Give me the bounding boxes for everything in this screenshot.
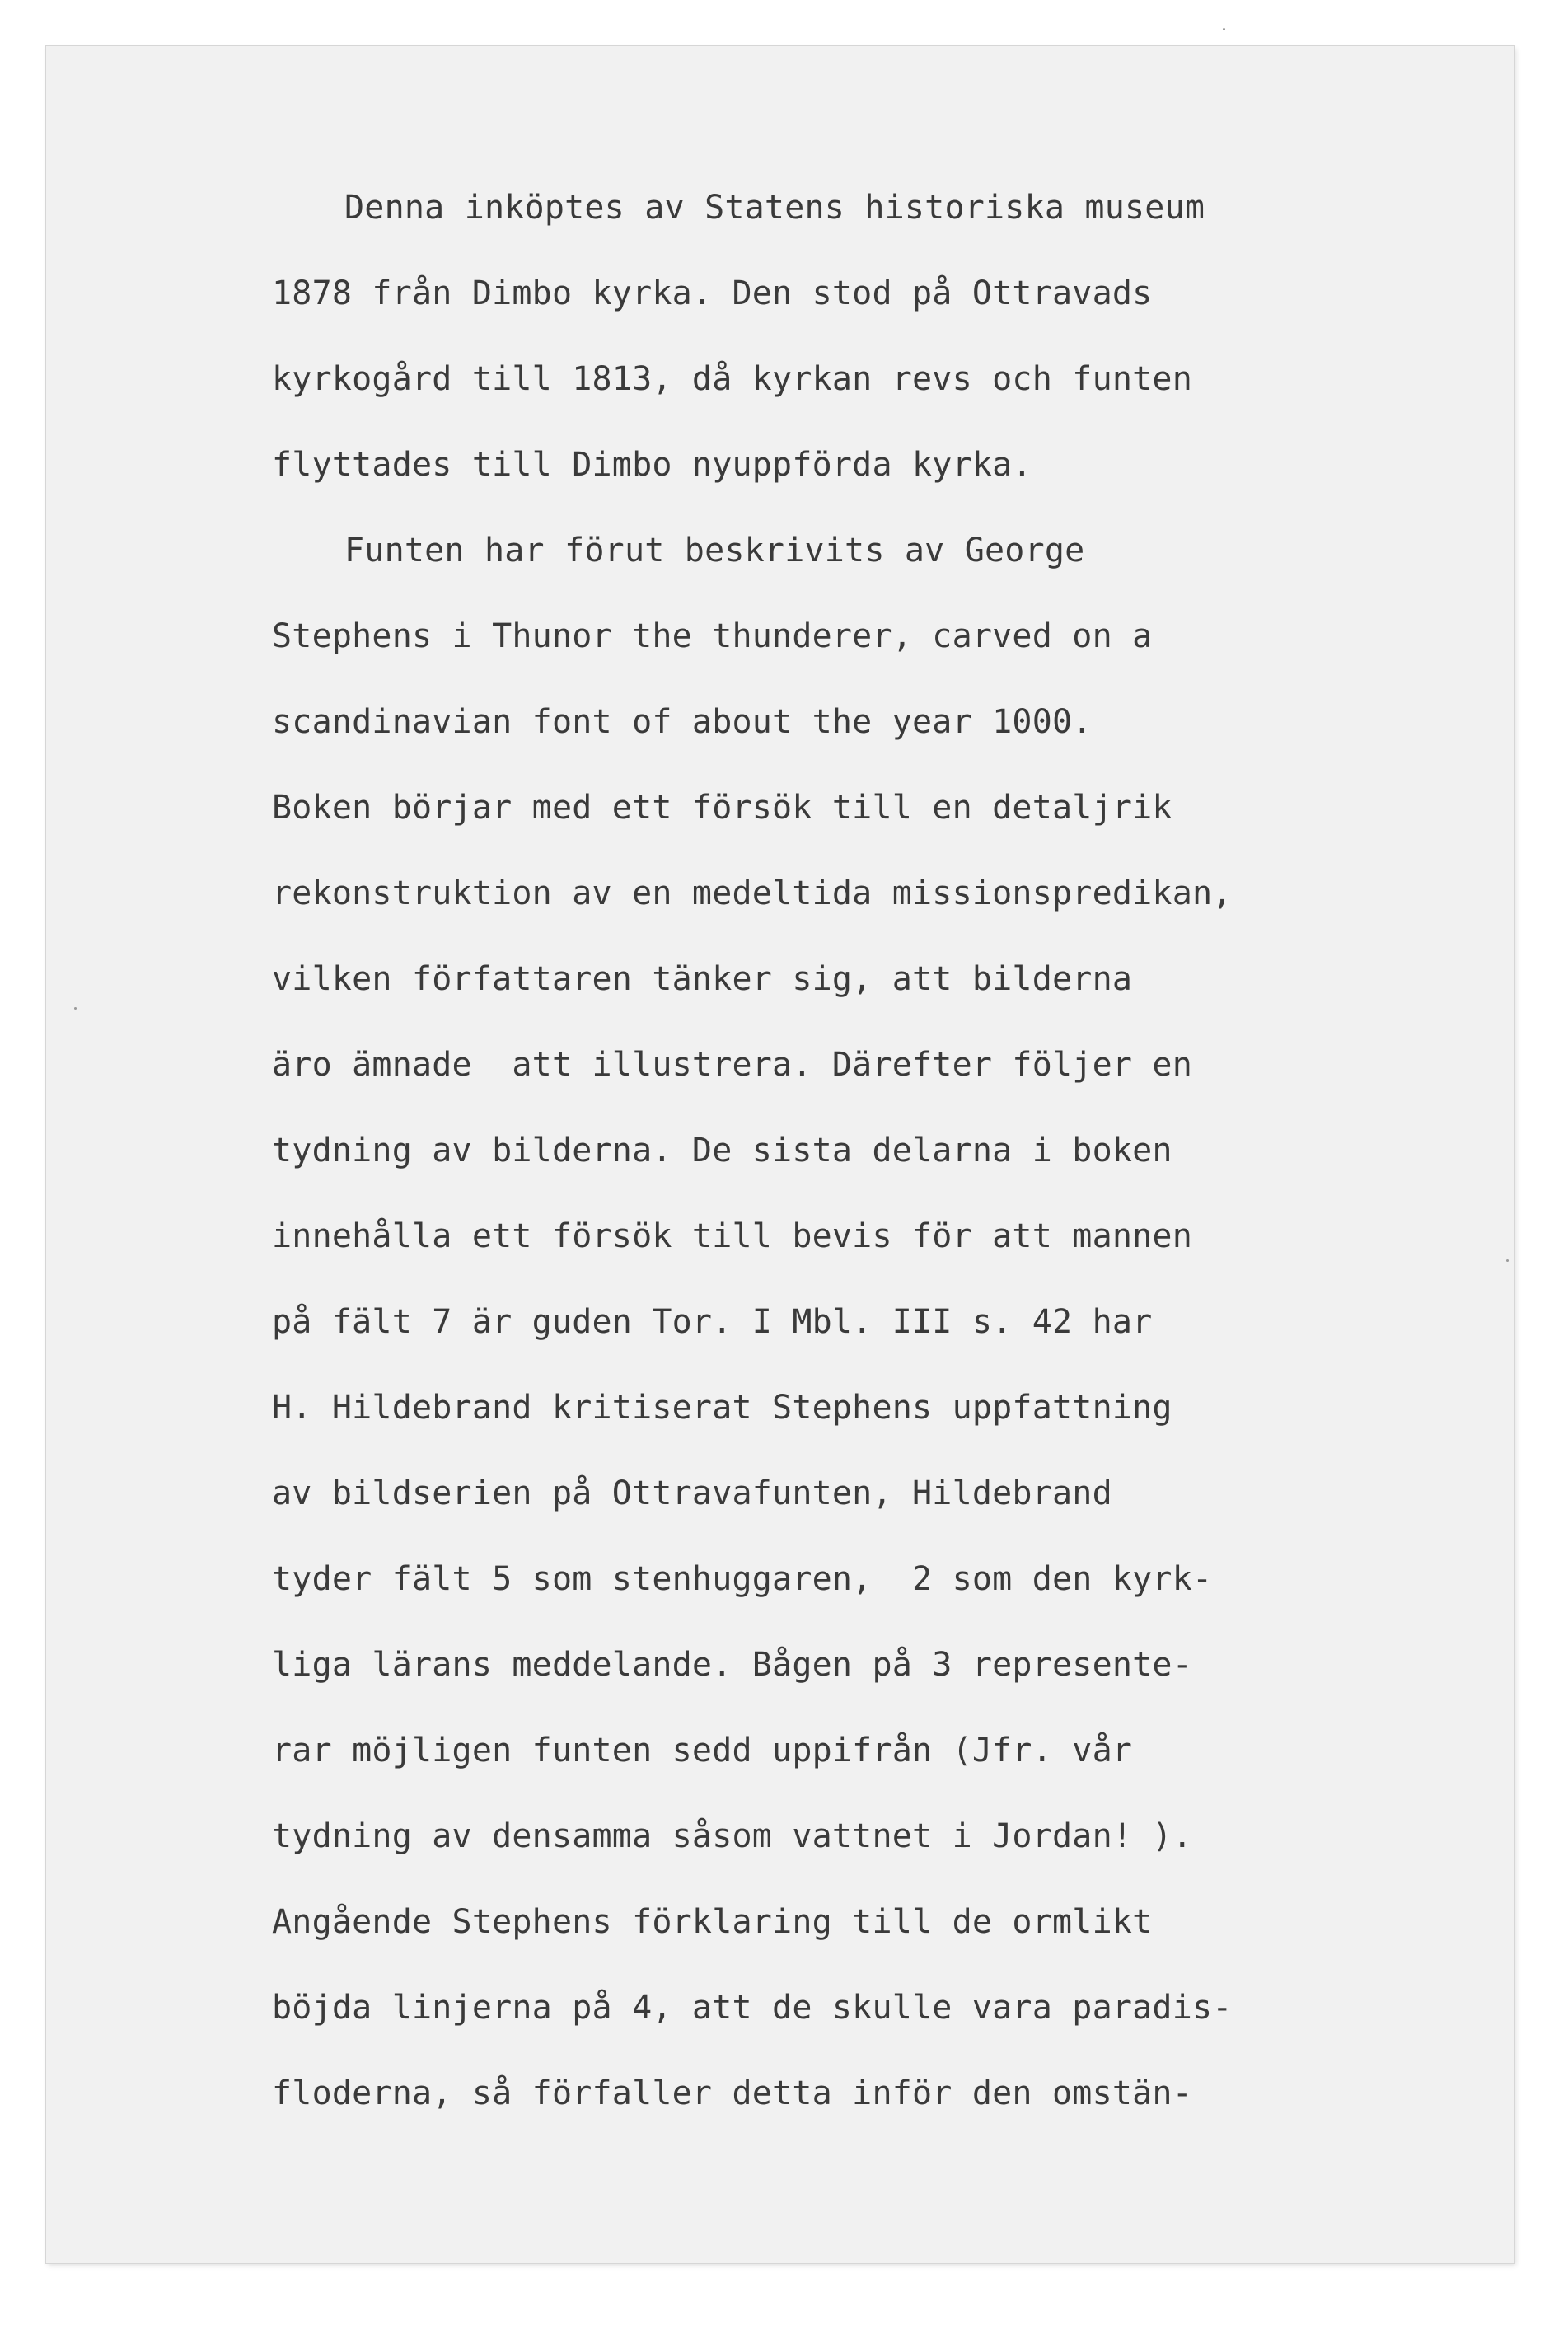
text-line: Stephens i Thunor the thunderer, carved on a xyxy=(272,617,1153,655)
text-line: rekonstruktion av en medeltida missionspredikan, xyxy=(272,874,1233,912)
text-line: vilken författaren tänker sig, att bilderna xyxy=(272,960,1133,998)
text-line: tyder fält 5 som stenhuggaren, 2 som den kyrk- xyxy=(272,1560,1213,1598)
text-line: äro ämnade att illustrera. Därefter följer en xyxy=(272,1046,1192,1084)
text-line: Boken börjar med ett försök till en detaljrik xyxy=(272,789,1172,827)
text-line: H. Hildebrand kritiserat Stephens uppfattning xyxy=(272,1389,1172,1427)
text-line: tydning av densamma såsom vattnet i Jordan! ). xyxy=(272,1817,1192,1855)
text-line: liga lärans meddelande. Bågen på 3 represente- xyxy=(272,1646,1192,1684)
dust-speck xyxy=(1223,28,1225,30)
text-line: Angående Stephens förklaring till de ormlikt xyxy=(272,1903,1153,1941)
text-line: innehålla ett försök till bevis för att mannen xyxy=(272,1217,1192,1255)
text-line: Denna inköptes av Statens historiska museum xyxy=(344,189,1205,227)
text-line: scandinavian font of about the year 1000. xyxy=(272,703,1093,741)
text-line: av bildserien på Ottravafunten, Hildebrand xyxy=(272,1474,1112,1512)
text-line: rar möjligen funten sedd uppifrån (Jfr. vår xyxy=(272,1732,1133,1770)
typed-text-block xyxy=(272,165,1508,2136)
text-line: Funten har förut beskrivits av George xyxy=(344,532,1085,570)
text-line: floderna, så förfaller detta inför den omstän- xyxy=(272,2074,1192,2112)
text-line: på fält 7 är guden Tor. I Mbl. III s. 42 har xyxy=(272,1303,1153,1341)
text-line: kyrkogård till 1813, då kyrkan revs och funten xyxy=(272,360,1192,398)
text-line: tydning av bilderna. De sista delarna i boken xyxy=(272,1132,1172,1170)
text-line: böjda linjerna på 4, att de skulle vara paradis- xyxy=(272,1989,1233,2027)
text-line: flyttades till Dimbo nyuppförda kyrka. xyxy=(272,446,1032,484)
dust-speck xyxy=(74,1007,77,1010)
text-line: 1878 från Dimbo kyrka. Den stod på Ottravads xyxy=(272,274,1153,312)
